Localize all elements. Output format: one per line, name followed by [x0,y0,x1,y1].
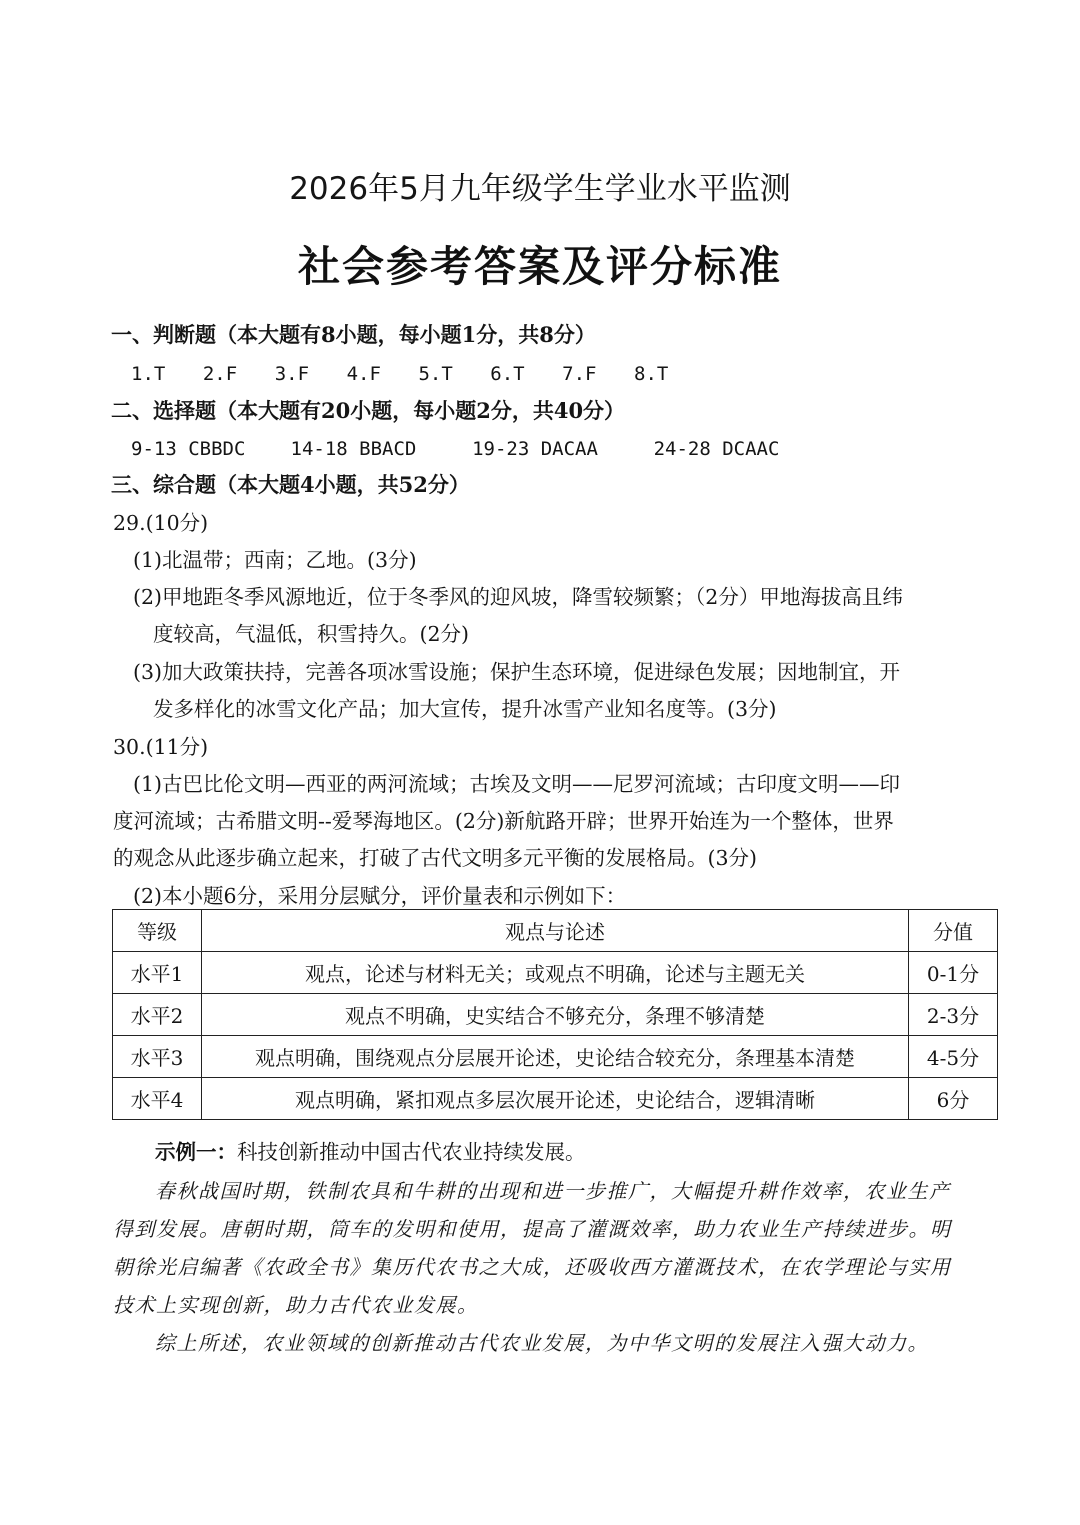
document-title: 社会参考答案及评分标准 [297,242,782,291]
q29-part3-line1: (3)加大政策扶持，完善各项冰雪设施；保护生态环境，促进绿色发展；因地制宜，开 [133,660,901,684]
q29-part2-line1: (2)甲地距冬季风源地近，位于冬季风的迎风坡，降雪较频繁；（2分）甲地海拔高且纬 [133,585,903,609]
header-level: 等级 [113,910,202,952]
answer-item: 2.F [202,363,238,385]
exam-title: 2026年5月九年级学生学业水平监测 [289,171,791,207]
example-para1-line1: 春秋战国时期，铁制农具和牛耕的出现和进一步推广，大幅提升耕作效率，农业生产 [155,1179,951,1203]
cell-description: 观点明确，紧扣观点多层次展开论述，史论结合，逻辑清晰 [202,1078,909,1120]
q30-part2: (2)本小题6分，采用分层赋分，评价量表和示例如下： [133,884,627,908]
answer-item: 8.T [634,363,669,385]
answer-item: 5.T [418,363,453,385]
table-row [113,952,998,994]
cell-score: 6分 [909,1078,998,1120]
table-header-row [113,910,998,952]
answer-group: 19-23 DACAA [472,438,598,460]
answer-item: 3.F [274,363,310,385]
q30-part1-line3: 的观念从此逐步确立起来，打破了古代文明多元平衡的发展格局。(3分) [113,846,758,870]
cell-score: 0-1分 [909,952,998,994]
example-para2: 综上所述，农业领域的创新推动古代农业发展，为中华文明的发展注入强大动力。 [155,1331,929,1355]
section1-heading: 一、判断题（本大题有8小题，每小题1分，共8分） [111,322,596,347]
q29-part2-line2: 度较高，气温低，积雪持久。(2分) [153,622,470,646]
answer-group: 9-13 CBBDC [131,438,246,460]
q29-label: 29.(10分) [113,511,209,535]
example-label: 示例一： [155,1140,237,1164]
section3-heading: 三、综合题（本大题4小题，共52分） [111,472,470,497]
cell-level: 水平4 [113,1078,202,1120]
answer-item: 1.T [131,363,166,385]
cell-level: 水平1 [113,952,202,994]
header-description: 观点与论述 [202,910,909,952]
example-para1-line3: 朝徐光启编著《农政全书》集历代农书之大成，还吸收西方灌溉技术，在农学理论与实用 [113,1255,952,1279]
cell-description: 观点，论述与材料无关；或观点不明确，论述与主题无关 [202,952,909,994]
q30-part1-line2: 度河流域；古希腊文明--爱琴海地区。(2分)新航路开辟；世界开始连为一个整体，世界 [113,809,894,833]
answer-item: 7.F [562,363,597,385]
answer-item: 4.F [346,363,381,385]
cell-score: 4-5分 [909,1036,998,1078]
example-para1-line2: 得到发展。唐朝时期，筒车的发明和使用，提高了灌溉效率，助力农业生产持续进步。明 [113,1217,952,1241]
q29-part3-line2: 发多样化的冰雪文化产品；加大宣传，提升冰雪产业知名度等。(3分) [153,697,777,721]
answer-item: 6.T [490,363,525,385]
example-para1-line4: 技术上实现创新，助力古代农业发展。 [113,1293,479,1317]
section1-answers [131,358,699,389]
q30-part1-line1: (1)古巴比伦文明—西亚的两河流域；古埃及文明——尼罗河流域；古印度文明——印 [133,772,901,796]
cell-description: 观点不明确，史实结合不够充分，条理不够清楚 [202,994,909,1036]
header-score: 分值 [909,910,998,952]
table-row [113,1078,998,1120]
cell-level: 水平3 [113,1036,202,1078]
q29-part1: (1)北温带；西南；乙地。(3分) [133,548,417,572]
example-heading [155,1137,586,1167]
cell-score: 2-3分 [909,994,998,1036]
answer-group: 24-28 DCAAC [653,438,780,460]
section2-heading: 二、选择题（本大题有20小题，每小题2分，共40分） [111,398,626,423]
example-thesis: 科技创新推动中国古代农业持续发展。 [237,1140,586,1164]
answer-group: 14-18 BBACD [290,438,417,460]
table-row [113,994,998,1036]
section2-answers [131,433,779,464]
cell-level: 水平2 [113,994,202,1036]
cell-description: 观点明确，围绕观点分层展开论述，史论结合较充分，条理基本清楚 [202,1036,909,1078]
table-row [113,1036,998,1078]
q30-label: 30.(11分) [113,735,209,759]
rubric-table [112,909,998,1120]
